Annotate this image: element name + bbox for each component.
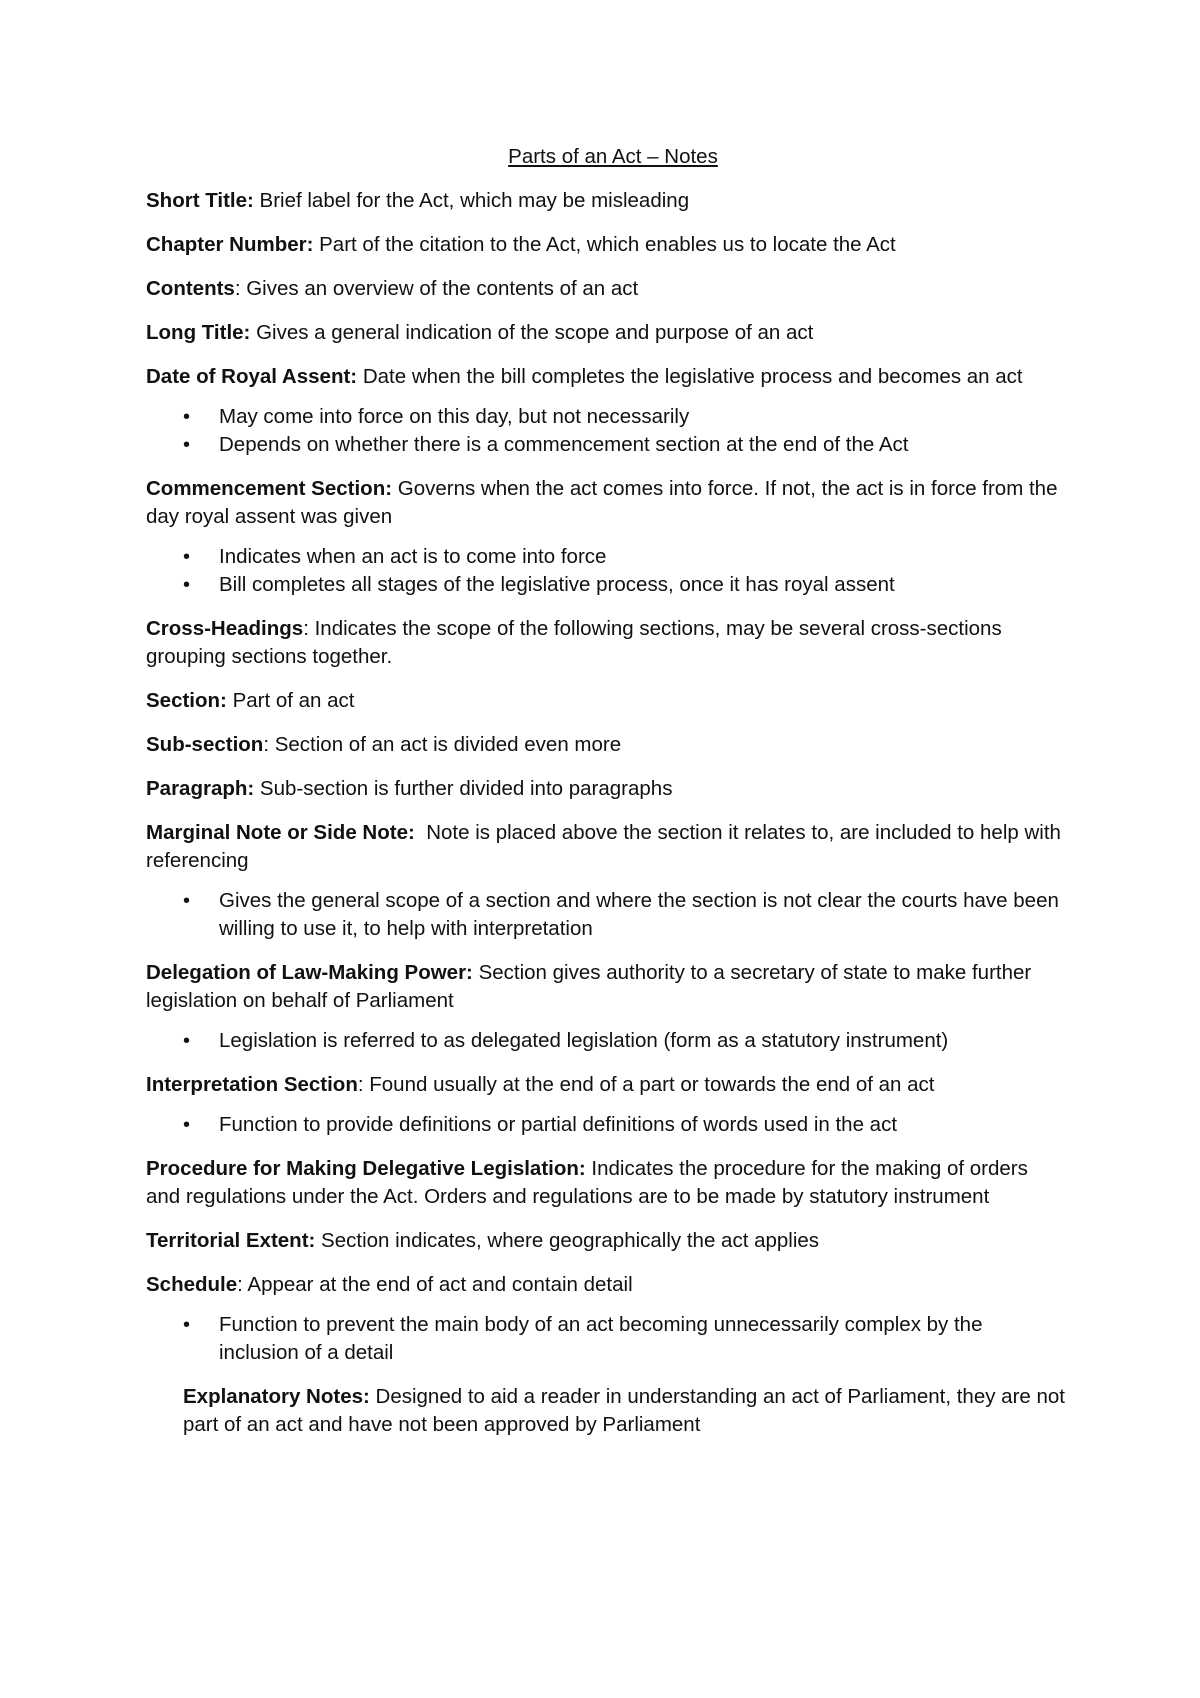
bullet-icon: • <box>183 890 191 912</box>
note-entry <box>146 615 1066 671</box>
note-definition: Section indicates, where geographically the act applies <box>315 1229 820 1252</box>
note-entry <box>146 1271 1066 1299</box>
bullet-item <box>146 1111 1066 1139</box>
bullet-list <box>146 887 1066 943</box>
note-definition: : Section of an act is divided even more <box>263 733 622 756</box>
note-entry <box>146 319 1066 347</box>
notes-list <box>146 187 1071 1439</box>
note-entry <box>146 363 1066 391</box>
note-definition: Indicates the procedure for the making of orders and regulations under the Act. Orders and regulations are to be made by statutory instrument <box>146 1157 1034 1208</box>
note-entry <box>146 731 1066 759</box>
bullet-list <box>146 1027 1066 1055</box>
note-term: Cross-Headings <box>146 617 304 640</box>
note-entry <box>146 1227 1066 1255</box>
bullet-list <box>146 1111 1066 1139</box>
note-definition: : Found usually at the end of a part or towards the end of an act <box>357 1073 935 1096</box>
note-entry <box>146 819 1066 875</box>
bullet-text: Gives the general scope of a section and where the section is not clear the courts have been willing to use it, to help with interpretation <box>219 889 1059 940</box>
bullet-item <box>146 571 1066 599</box>
bullet-icon: • <box>183 434 191 456</box>
bullet-text: May come into force on this day, but not necessarily <box>219 405 690 428</box>
bullet-icon: • <box>183 1314 191 1336</box>
note-term: Delegation of Law-Making Power: <box>146 961 473 984</box>
note-term: Long Title: <box>146 321 251 344</box>
note-entry <box>146 1155 1066 1211</box>
note-term: Territorial Extent: <box>146 1229 316 1252</box>
note-entry <box>146 775 1066 803</box>
note-entry <box>146 187 1066 215</box>
note-definition: Designed to aid a reader in understanding an act of Parliament, they are not part of an act and have not been approved by Parliament <box>183 1385 1071 1436</box>
page-title: Parts of an Act – Notes <box>508 145 718 168</box>
note-definition: Note is placed above the section it relates to, are included to help with referencing <box>146 821 1067 872</box>
note-definition: Gives a general indication of the scope and purpose of an act <box>250 321 814 344</box>
document-page <box>146 143 1071 1455</box>
note-term: Procedure for Making Delegative Legislation: <box>146 1157 586 1180</box>
note-definition: Section gives authority to a secretary of state to make further legislation on behalf of Parliament <box>146 961 1037 1012</box>
bullet-icon: • <box>183 406 191 428</box>
note-definition: Date when the bill completes the legislative process and becomes an act <box>357 365 1023 388</box>
note-term: Marginal Note or Side Note: <box>146 821 415 844</box>
bullet-icon: • <box>183 546 191 568</box>
note-definition: Part of an act <box>226 689 355 712</box>
note-entry <box>146 231 1066 259</box>
note-term: Short Title: <box>146 189 254 212</box>
note-entry <box>146 275 1066 303</box>
bullet-icon: • <box>183 1114 191 1136</box>
bullet-text: Legislation is referred to as delegated legislation (form as a statutory instrument) <box>219 1029 949 1052</box>
bullet-item <box>146 1027 1066 1055</box>
note-definition: Brief label for the Act, which may be misleading <box>253 189 690 212</box>
note-definition: : Appear at the end of act and contain detail <box>237 1273 633 1296</box>
note-term: Explanatory Notes: <box>183 1385 370 1408</box>
note-term: Chapter Number: <box>146 233 314 256</box>
bullet-item <box>146 1311 1066 1367</box>
bullet-item <box>146 887 1066 943</box>
note-term: Sub-section <box>146 733 264 756</box>
note-definition: : Gives an overview of the contents of an act <box>234 277 639 300</box>
note-definition: Governs when the act comes into force. If not, the act is in force from the day royal assent was given <box>146 477 1064 528</box>
note-entry <box>146 1071 1066 1099</box>
note-entry <box>146 687 1066 715</box>
bullet-text: Bill completes all stages of the legislative process, once it has royal assent <box>219 573 895 596</box>
note-term: Schedule <box>146 1273 238 1296</box>
bullet-item <box>146 431 1066 459</box>
bullet-item <box>146 543 1066 571</box>
note-term: Contents <box>146 277 235 300</box>
note-entry <box>146 959 1066 1015</box>
note-entry <box>146 1383 1071 1439</box>
note-term: Paragraph: <box>146 777 255 800</box>
note-definition: : Indicates the scope of the following sections, may be several cross-sections grouping sections together. <box>146 617 1008 668</box>
note-definition: Part of the citation to the Act, which enables us to locate the Act <box>313 233 896 256</box>
note-term: Interpretation Section <box>146 1073 358 1096</box>
bullet-icon: • <box>183 1030 191 1052</box>
bullet-icon: • <box>183 574 191 596</box>
bullet-list <box>146 543 1066 599</box>
bullet-list <box>146 1311 1066 1367</box>
bullet-text: Function to provide definitions or partial definitions of words used in the act <box>219 1113 898 1136</box>
note-term: Section: <box>146 689 227 712</box>
bullet-text: Indicates when an act is to come into force <box>219 545 607 568</box>
bullet-text: Depends on whether there is a commencement section at the end of the Act <box>219 433 909 456</box>
bullet-text: Function to prevent the main body of an act becoming unnecessarily complex by the inclusion of a detail <box>219 1313 983 1364</box>
note-definition: Sub-section is further divided into paragraphs <box>254 777 673 800</box>
bullet-item <box>146 403 1066 431</box>
note-term: Date of Royal Assent: <box>146 365 358 388</box>
note-term: Commencement Section: <box>146 477 393 500</box>
note-entry <box>146 475 1066 531</box>
bullet-list <box>146 403 1066 459</box>
